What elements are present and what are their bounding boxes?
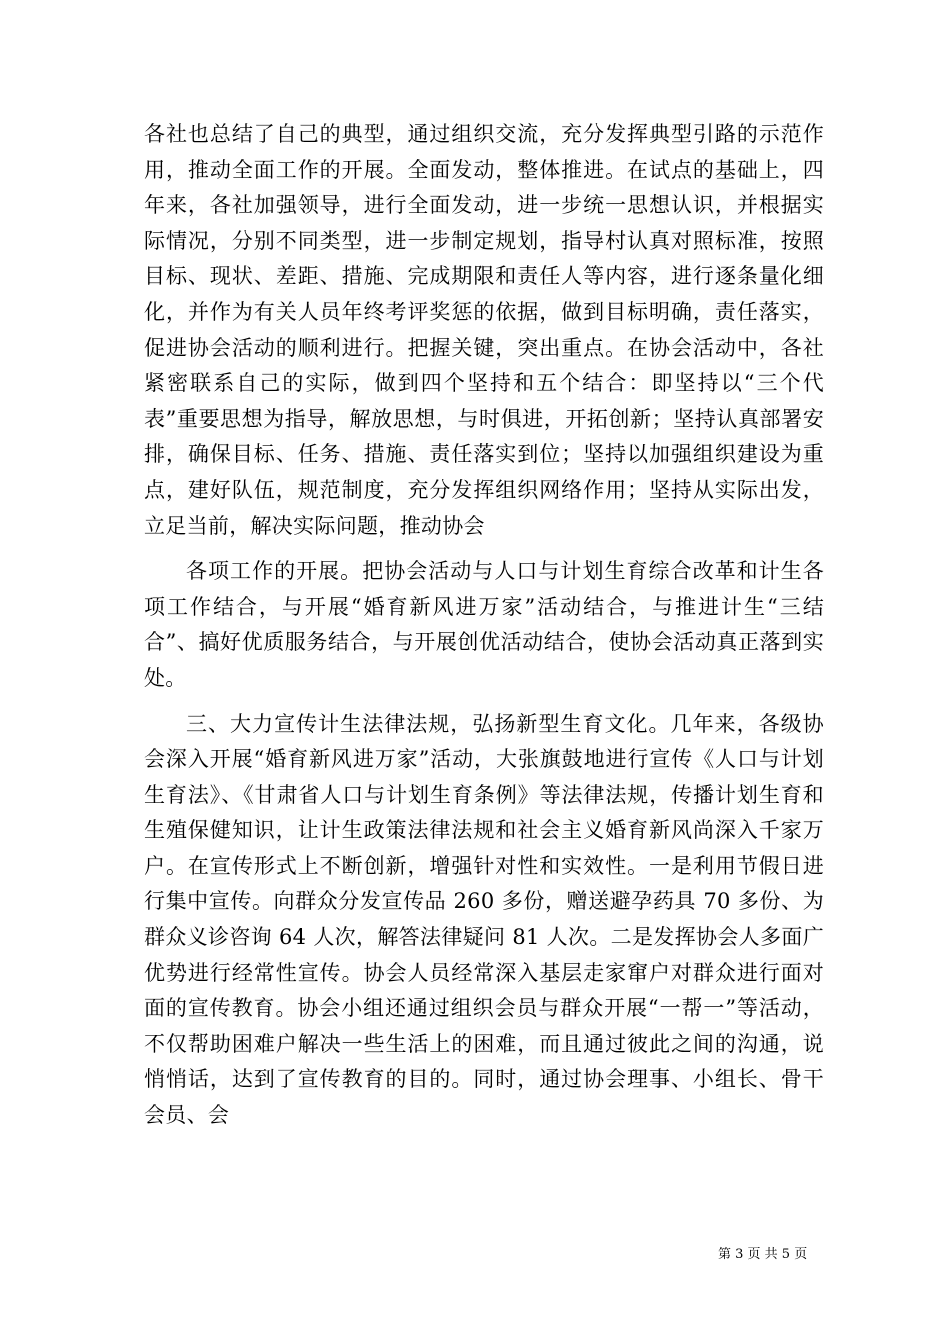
- paragraph-3: 三、大力宣传计生法律法规，弘扬新型生育文化。几年来，各级协会深入开展“婚育新风进万家”活动，大张旗鼓地进行宣传《人口与计划生育法》、《甘肃省人口与计划生育条例》等法律法规，传播计划生育和生殖保健知识，让计生政策法律法规和社会主义婚育新风尚深入千家万户。在宣传形式上不断创新，增强针对性和实效性。一是利用节假日进行集中宣传。向群众分发宣传品 260 多份，赠送避孕药具 70 多份、为群众义诊咨询 64 人次，解答法律疑问 81 人次。二是发挥协会人多面广优势进行经常性宣传。协会人员经常深入基层走家窜户对群众进行面对面的宣传教育。协会小组还通过组织会员与群众开展“一帮一”等活动，不仅帮助困难户解决一些生活上的困难，而且通过彼此之间的沟通，说悄悄话，达到了宣传教育的目的。同时，通过协会理事、小组长、骨干会员、会: [144, 711, 824, 1128]
- paragraph-2: 各项工作的开展。把协会活动与人口与计划生育综合改革和计生各项工作结合，与开展“婚育新风进万家”活动结合，与推进计生“三结合”、搞好优质服务结合，与开展创优活动结合，使协会活动真正落到实处。: [144, 559, 824, 690]
- paragraph-1: 各社也总结了自己的典型，通过组织交流，充分发挥典型引路的示范作用，推动全面工作的开展。全面发动，整体推进。在试点的基础上，四年来，各社加强领导，进行全面发动，进一步统一思想认识，并根据实际情况，分别不同类型，进一步制定规划，指导村认真对照标准，按照目标、现状、差距、措施、完成期限和责任人等内容，进行逐条量化细化，并作为有关人员年终考评奖惩的依据，做到目标明确，责任落实，促进协会活动的顺利进行。把握关键，突出重点。在协会活动中，各社紧密联系自己的实际，做到四个坚持和五个结合：即坚持以“三个代表”重要思想为指导，解放思想，与时俱进，开拓创新；坚持认真部署安排，确保目标、任务、措施、责任落实到位；坚持以加强组织建设为重点，建好队伍，规范制度，充分发挥组织网络作用；坚持从实际出发，立足当前，解决实际问题，推动协会: [144, 122, 824, 538]
- page-number-footer: 第 3 页 共 5 页: [718, 1247, 808, 1262]
- document-body: [144, 117, 824, 1144]
